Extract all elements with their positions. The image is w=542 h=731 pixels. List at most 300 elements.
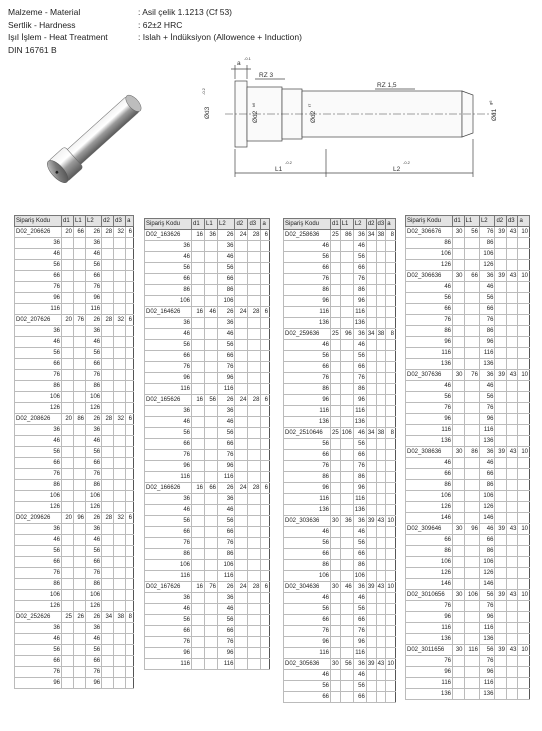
l2-cell: 96 bbox=[353, 395, 366, 406]
empty-cell bbox=[386, 571, 396, 582]
empty-cell bbox=[114, 667, 126, 678]
a-cell: 10 bbox=[386, 582, 396, 593]
empty-cell bbox=[376, 549, 386, 560]
empty-cell bbox=[464, 612, 479, 623]
empty-cell bbox=[205, 626, 218, 637]
empty-cell bbox=[74, 491, 86, 502]
empty-cell bbox=[74, 293, 86, 304]
empty-cell bbox=[518, 326, 530, 337]
l2-cell: 96 bbox=[218, 373, 235, 384]
empty-cell bbox=[62, 458, 74, 469]
empty-cell bbox=[102, 458, 114, 469]
dim-d1: Ød1 bbox=[491, 108, 498, 121]
l2-left-cell: 56 bbox=[145, 340, 192, 351]
table-row bbox=[406, 469, 530, 480]
empty-cell bbox=[126, 557, 134, 568]
empty-cell bbox=[261, 252, 270, 263]
empty-cell bbox=[386, 604, 396, 615]
empty-cell bbox=[340, 450, 353, 461]
empty-cell bbox=[495, 304, 507, 315]
empty-cell bbox=[464, 634, 479, 645]
empty-cell bbox=[386, 615, 396, 626]
l2-left-cell: 86 bbox=[406, 326, 453, 337]
empty-cell bbox=[248, 648, 261, 659]
empty-cell bbox=[340, 241, 353, 252]
empty-cell bbox=[62, 678, 74, 689]
empty-cell bbox=[192, 439, 205, 450]
empty-cell bbox=[464, 260, 479, 271]
empty-cell bbox=[102, 590, 114, 601]
empty-cell bbox=[62, 392, 74, 403]
empty-cell bbox=[453, 436, 465, 447]
table-row bbox=[284, 626, 396, 637]
empty-cell bbox=[340, 274, 353, 285]
d3-cell: 38 bbox=[376, 329, 386, 340]
table-row bbox=[284, 549, 396, 560]
l2-cell: 26 bbox=[86, 227, 102, 238]
empty-cell bbox=[386, 241, 396, 252]
empty-cell bbox=[340, 296, 353, 307]
empty-cell bbox=[192, 494, 205, 505]
empty-cell bbox=[192, 406, 205, 417]
empty-cell bbox=[376, 417, 386, 428]
empty-cell bbox=[235, 406, 248, 417]
empty-cell bbox=[74, 370, 86, 381]
empty-cell bbox=[248, 659, 261, 670]
empty-cell bbox=[495, 491, 507, 502]
column-header: L2 bbox=[479, 216, 494, 227]
d1-cell: 30 bbox=[453, 370, 465, 381]
table-row bbox=[284, 340, 396, 351]
d1-cell: 30 bbox=[453, 447, 465, 458]
empty-cell bbox=[495, 513, 507, 524]
group-header-row bbox=[15, 414, 134, 425]
l2-cell: 46 bbox=[86, 535, 102, 546]
l2-left-cell: 76 bbox=[406, 315, 453, 326]
empty-cell bbox=[74, 359, 86, 370]
empty-cell bbox=[102, 337, 114, 348]
table-row bbox=[406, 634, 530, 645]
l2-left-cell: 116 bbox=[284, 307, 331, 318]
spec-label: Işıl İşlem - Heat Treatment bbox=[8, 32, 108, 42]
l2-left-cell: 86 bbox=[15, 381, 62, 392]
l2-left-cell: 56 bbox=[406, 293, 453, 304]
empty-cell bbox=[248, 516, 261, 527]
l2-left-cell: 126 bbox=[15, 601, 62, 612]
empty-cell bbox=[235, 615, 248, 626]
empty-cell bbox=[235, 450, 248, 461]
order-table-3 bbox=[283, 218, 396, 703]
table-row bbox=[15, 634, 134, 645]
empty-cell bbox=[261, 593, 270, 604]
column-header: d3 bbox=[248, 219, 261, 230]
d1-cell: 16 bbox=[192, 307, 205, 318]
empty-cell bbox=[464, 304, 479, 315]
l2-cell: 66 bbox=[479, 469, 494, 480]
table-row bbox=[145, 637, 270, 648]
empty-cell bbox=[495, 502, 507, 513]
order-code: D02_2510646 bbox=[284, 428, 331, 439]
empty-cell bbox=[248, 318, 261, 329]
table-row bbox=[406, 667, 530, 678]
a-cell: 6 bbox=[261, 230, 270, 241]
empty-cell bbox=[126, 469, 134, 480]
l2-cell: 36 bbox=[479, 271, 494, 282]
group-header-row bbox=[284, 329, 396, 340]
l2-left-cell: 86 bbox=[15, 480, 62, 491]
empty-cell bbox=[205, 362, 218, 373]
empty-cell bbox=[114, 260, 126, 271]
empty-cell bbox=[340, 648, 353, 659]
dim-l1-tol: -0.2 bbox=[285, 160, 292, 165]
l2-left-cell: 136 bbox=[284, 505, 331, 516]
l1-cell: 116 bbox=[464, 645, 479, 656]
d1-cell: 30 bbox=[331, 582, 341, 593]
column-header: d1 bbox=[192, 219, 205, 230]
empty-cell bbox=[192, 604, 205, 615]
l2-cell: 146 bbox=[479, 579, 494, 590]
empty-cell bbox=[235, 516, 248, 527]
l2-left-cell: 46 bbox=[284, 593, 331, 604]
l2-cell: 46 bbox=[86, 634, 102, 645]
l2-left-cell: 116 bbox=[145, 659, 192, 670]
table-row bbox=[284, 384, 396, 395]
empty-cell bbox=[192, 648, 205, 659]
empty-cell bbox=[205, 296, 218, 307]
empty-cell bbox=[506, 667, 518, 678]
a-cell: 6 bbox=[261, 582, 270, 593]
empty-cell bbox=[366, 384, 376, 395]
empty-cell bbox=[453, 414, 465, 425]
table-row bbox=[145, 417, 270, 428]
spec-value: : Islah + İndüksiyon (Allowence + Induction) bbox=[138, 32, 302, 42]
empty-cell bbox=[506, 480, 518, 491]
empty-cell bbox=[74, 601, 86, 612]
l2-cell: 36 bbox=[86, 524, 102, 535]
empty-cell bbox=[261, 659, 270, 670]
l2-cell: 96 bbox=[218, 648, 235, 659]
l2-cell: 56 bbox=[86, 260, 102, 271]
empty-cell bbox=[114, 579, 126, 590]
l2-cell: 56 bbox=[218, 428, 235, 439]
empty-cell bbox=[464, 469, 479, 480]
l2-cell: 56 bbox=[353, 252, 366, 263]
l2-left-cell: 56 bbox=[145, 263, 192, 274]
empty-cell bbox=[102, 425, 114, 436]
l2-left-cell: 116 bbox=[284, 494, 331, 505]
l2-left-cell: 76 bbox=[406, 656, 453, 667]
table-row bbox=[406, 623, 530, 634]
empty-cell bbox=[62, 370, 74, 381]
empty-cell bbox=[126, 568, 134, 579]
empty-cell bbox=[376, 318, 386, 329]
empty-cell bbox=[62, 480, 74, 491]
empty-cell bbox=[114, 304, 126, 315]
empty-cell bbox=[126, 238, 134, 249]
l2-cell: 56 bbox=[479, 293, 494, 304]
empty-cell bbox=[235, 340, 248, 351]
empty-cell bbox=[464, 238, 479, 249]
empty-cell bbox=[114, 469, 126, 480]
column-header: Sipariş Kodu bbox=[145, 219, 192, 230]
empty-cell bbox=[248, 252, 261, 263]
empty-cell bbox=[126, 249, 134, 260]
empty-cell bbox=[114, 634, 126, 645]
table-row bbox=[284, 483, 396, 494]
l1-cell: 36 bbox=[205, 230, 218, 241]
empty-cell bbox=[518, 513, 530, 524]
empty-cell bbox=[376, 274, 386, 285]
empty-cell bbox=[331, 285, 341, 296]
l2-left-cell: 76 bbox=[15, 469, 62, 480]
l2-left-cell: 66 bbox=[145, 626, 192, 637]
empty-cell bbox=[464, 557, 479, 568]
l2-left-cell: 86 bbox=[145, 285, 192, 296]
d1-cell: 20 bbox=[62, 227, 74, 238]
l2-cell: 46 bbox=[86, 337, 102, 348]
table-row bbox=[15, 425, 134, 436]
empty-cell bbox=[453, 381, 465, 392]
empty-cell bbox=[495, 469, 507, 480]
l2-left-cell: 96 bbox=[284, 296, 331, 307]
a-cell: 10 bbox=[518, 447, 530, 458]
table-row bbox=[284, 681, 396, 692]
column-header: Sipariş Kodu bbox=[284, 219, 331, 230]
l2-cell: 76 bbox=[218, 362, 235, 373]
empty-cell bbox=[205, 417, 218, 428]
l2-cell: 96 bbox=[479, 337, 494, 348]
l2-cell: 96 bbox=[479, 414, 494, 425]
empty-cell bbox=[506, 568, 518, 579]
l2-left-cell: 96 bbox=[406, 337, 453, 348]
empty-cell bbox=[62, 447, 74, 458]
l2-left-cell: 106 bbox=[145, 296, 192, 307]
empty-cell bbox=[453, 249, 465, 260]
empty-cell bbox=[114, 480, 126, 491]
empty-cell bbox=[386, 417, 396, 428]
l2-cell: 66 bbox=[218, 439, 235, 450]
l2-cell: 66 bbox=[86, 271, 102, 282]
empty-cell bbox=[248, 615, 261, 626]
empty-cell bbox=[62, 326, 74, 337]
l2-cell: 106 bbox=[86, 491, 102, 502]
empty-cell bbox=[376, 670, 386, 681]
group-header-row bbox=[406, 590, 530, 601]
table-row bbox=[406, 293, 530, 304]
empty-cell bbox=[62, 590, 74, 601]
l2-cell: 36 bbox=[353, 230, 366, 241]
empty-cell bbox=[386, 670, 396, 681]
l1-cell: 76 bbox=[74, 315, 86, 326]
empty-cell bbox=[126, 381, 134, 392]
empty-cell bbox=[386, 538, 396, 549]
empty-cell bbox=[192, 593, 205, 604]
table-row bbox=[284, 439, 396, 450]
a-cell: 10 bbox=[518, 227, 530, 238]
empty-cell bbox=[376, 648, 386, 659]
l2-left-cell: 76 bbox=[406, 403, 453, 414]
spec-label: Sertlik - Hardness bbox=[8, 19, 76, 30]
empty-cell bbox=[192, 505, 205, 516]
empty-cell bbox=[261, 648, 270, 659]
empty-cell bbox=[74, 337, 86, 348]
empty-cell bbox=[453, 568, 465, 579]
empty-cell bbox=[126, 370, 134, 381]
empty-cell bbox=[340, 318, 353, 329]
d1-cell: 30 bbox=[453, 645, 465, 656]
d3-cell: 43 bbox=[506, 370, 518, 381]
l2-left-cell: 56 bbox=[15, 348, 62, 359]
empty-cell bbox=[506, 326, 518, 337]
empty-cell bbox=[518, 667, 530, 678]
l2-cell: 56 bbox=[479, 645, 494, 656]
empty-cell bbox=[464, 458, 479, 469]
empty-cell bbox=[331, 637, 341, 648]
empty-cell bbox=[495, 689, 507, 700]
table-row bbox=[406, 414, 530, 425]
d3-cell: 43 bbox=[506, 524, 518, 535]
empty-cell bbox=[506, 293, 518, 304]
table-row bbox=[406, 238, 530, 249]
empty-cell bbox=[366, 461, 376, 472]
empty-cell bbox=[331, 494, 341, 505]
group-header-row bbox=[15, 227, 134, 238]
d1-cell: 20 bbox=[62, 315, 74, 326]
empty-cell bbox=[126, 359, 134, 370]
l2-left-cell: 106 bbox=[406, 557, 453, 568]
empty-cell bbox=[205, 340, 218, 351]
empty-cell bbox=[74, 348, 86, 359]
l2-left-cell: 66 bbox=[406, 535, 453, 546]
table-row bbox=[145, 274, 270, 285]
l2-cell: 66 bbox=[353, 692, 366, 703]
empty-cell bbox=[340, 263, 353, 274]
empty-cell bbox=[453, 535, 465, 546]
empty-cell bbox=[495, 667, 507, 678]
l2-left-cell: 86 bbox=[406, 480, 453, 491]
empty-cell bbox=[248, 274, 261, 285]
l2-left-cell: 116 bbox=[406, 678, 453, 689]
empty-cell bbox=[102, 491, 114, 502]
empty-cell bbox=[366, 615, 376, 626]
l2-cell: 66 bbox=[353, 263, 366, 274]
empty-cell bbox=[506, 348, 518, 359]
table-row bbox=[15, 645, 134, 656]
empty-cell bbox=[506, 392, 518, 403]
empty-cell bbox=[248, 384, 261, 395]
l2-cell: 26 bbox=[218, 582, 235, 593]
table-row bbox=[406, 304, 530, 315]
empty-cell bbox=[205, 527, 218, 538]
empty-cell bbox=[235, 560, 248, 571]
empty-cell bbox=[114, 491, 126, 502]
empty-cell bbox=[235, 494, 248, 505]
dim-d3-tol: -0.2 bbox=[201, 88, 206, 95]
empty-cell bbox=[102, 667, 114, 678]
empty-cell bbox=[506, 260, 518, 271]
empty-cell bbox=[331, 626, 341, 637]
empty-cell bbox=[518, 381, 530, 392]
empty-cell bbox=[235, 373, 248, 384]
empty-cell bbox=[102, 326, 114, 337]
empty-cell bbox=[331, 439, 341, 450]
d3-cell: 43 bbox=[506, 227, 518, 238]
table-row bbox=[15, 557, 134, 568]
d2-cell: 34 bbox=[102, 612, 114, 623]
empty-cell bbox=[102, 535, 114, 546]
l2-left-cell: 36 bbox=[15, 524, 62, 535]
l2-left-cell: 126 bbox=[15, 403, 62, 414]
empty-cell bbox=[506, 238, 518, 249]
empty-cell bbox=[386, 450, 396, 461]
empty-cell bbox=[192, 571, 205, 582]
l2-cell: 56 bbox=[86, 348, 102, 359]
empty-cell bbox=[366, 340, 376, 351]
table-row bbox=[145, 604, 270, 615]
l2-cell: 26 bbox=[218, 395, 235, 406]
empty-cell bbox=[74, 634, 86, 645]
empty-cell bbox=[386, 351, 396, 362]
l2-cell: 86 bbox=[479, 546, 494, 557]
empty-cell bbox=[114, 623, 126, 634]
empty-cell bbox=[464, 656, 479, 667]
l2-cell: 36 bbox=[479, 447, 494, 458]
empty-cell bbox=[495, 601, 507, 612]
empty-cell bbox=[331, 406, 341, 417]
empty-cell bbox=[248, 285, 261, 296]
empty-cell bbox=[62, 249, 74, 260]
empty-cell bbox=[495, 326, 507, 337]
l1-cell: 46 bbox=[205, 307, 218, 318]
l2-cell: 36 bbox=[86, 623, 102, 634]
empty-cell bbox=[340, 549, 353, 560]
empty-cell bbox=[235, 461, 248, 472]
l2-left-cell: 36 bbox=[15, 238, 62, 249]
l2-left-cell: 46 bbox=[15, 535, 62, 546]
d2-cell: 39 bbox=[495, 271, 507, 282]
empty-cell bbox=[331, 538, 341, 549]
a-cell: 10 bbox=[518, 370, 530, 381]
l2-left-cell: 56 bbox=[284, 538, 331, 549]
empty-cell bbox=[464, 359, 479, 370]
empty-cell bbox=[192, 472, 205, 483]
l2-cell: 76 bbox=[353, 274, 366, 285]
empty-cell bbox=[376, 351, 386, 362]
empty-cell bbox=[126, 260, 134, 271]
empty-cell bbox=[114, 447, 126, 458]
empty-cell bbox=[192, 461, 205, 472]
l2-cell: 56 bbox=[218, 516, 235, 527]
empty-cell bbox=[248, 296, 261, 307]
l2-left-cell: 76 bbox=[145, 637, 192, 648]
l2-left-cell: 46 bbox=[406, 458, 453, 469]
empty-cell bbox=[102, 348, 114, 359]
a-cell: 10 bbox=[518, 590, 530, 601]
group-header-row bbox=[15, 315, 134, 326]
empty-cell bbox=[518, 612, 530, 623]
l2-cell: 36 bbox=[479, 370, 494, 381]
spec-value: : Asil çelik 1.1213 (Cf 53) bbox=[138, 7, 233, 17]
a-cell: 8 bbox=[126, 612, 134, 623]
empty-cell bbox=[261, 439, 270, 450]
table-row bbox=[145, 318, 270, 329]
spec-row-material bbox=[8, 6, 302, 19]
empty-cell bbox=[366, 351, 376, 362]
empty-cell bbox=[192, 538, 205, 549]
l2-left-cell: 116 bbox=[406, 623, 453, 634]
group-header-row bbox=[406, 227, 530, 238]
empty-cell bbox=[340, 384, 353, 395]
